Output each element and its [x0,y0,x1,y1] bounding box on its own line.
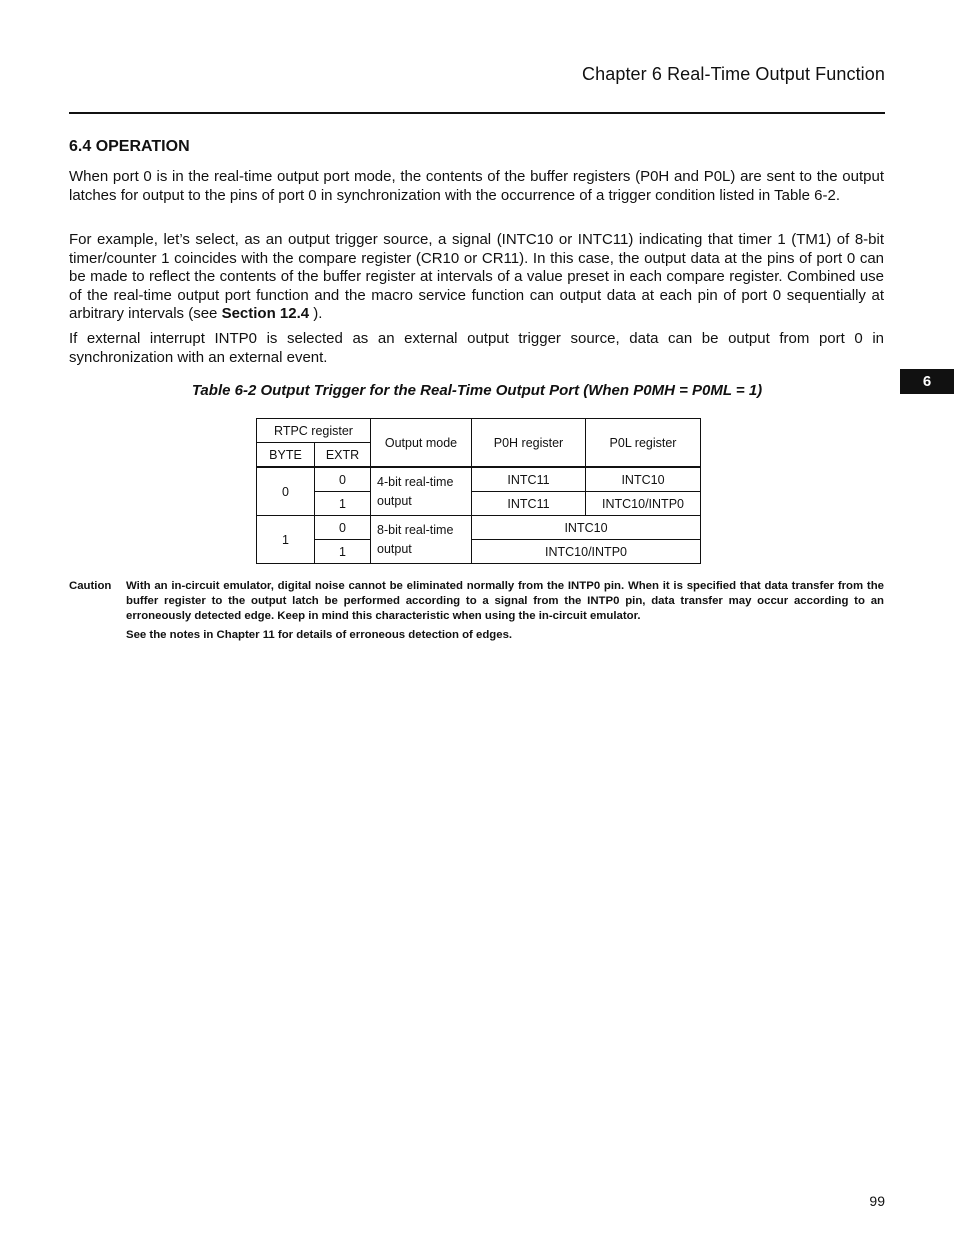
extr-cell: 0 [315,467,371,492]
p0l-cell: INTC10 [586,467,701,492]
caution-text [126,579,884,643]
caution-note [69,579,884,646]
chapter-tab: 6 [900,369,954,394]
extr-header: EXTR [315,443,371,468]
output-trigger-table [256,418,701,564]
p0-cell: INTC10/INTP0 [472,540,701,564]
table-row [257,516,701,540]
output-mode-cell: 8-bit real-time output [371,516,472,564]
paragraph-2-text: For example, let’s select, as an output trigger source, a signal (INTC10 or INTC11) indicating that timer 1 (TM1) of 8-bit timer/counter 1 coincides with the compare register (CR10 or CR11). In this case, the output data at the pins of port 0 can be made to reflect the contents of the buffer register at intervals of a value preset in each compare register. Combined use of the real-time output port function and the macro service function can output data at each pin of port 0 sequentially at arbitrary intervals (see [69,231,884,323]
paragraph-1: When port 0 is in the real-time output port mode, the contents of the buffer registers (P0H and P0L) are sent to the output latches for output to the pins of port 0 in synchronization with the occurrence of a trigger condition listed in Table 6-2. [69,168,884,204]
p0-cell: INTC10 [472,516,701,540]
chapter-header: Chapter 6 Real-Time Output Function [582,64,885,84]
extr-cell: 0 [315,516,371,540]
section-title: 6.4 OPERATION [69,138,190,155]
caution-text-1: With an in-circuit emulator, digital noise cannot be eliminated normally from the INTP0 pin. When it is specified that data transfer from the buffer register to the output latch be performed according to a signal from the INTP0 pin, data transfer may occur according to an erroneously detected edge. Keep in mind this characteristic when using the in-circuit emulator. [126,580,884,623]
table-row [257,540,701,564]
p0l-cell: INTC10/INTP0 [586,492,701,516]
p0l-header: P0L register [586,419,701,468]
paragraph-3: If external interrupt INTP0 is selected as an external output trigger source, data can be output from port 0 in synchronization with an external event. [69,330,884,366]
rtpc-header: RTPC register [257,419,371,443]
caution-text-2: See the notes in Chapter 11 for details of erroneous detection of edges. [126,628,513,641]
p0h-cell: INTC11 [472,492,586,516]
byte-cell: 0 [257,467,315,516]
paragraph-2-end: ). [309,305,323,323]
byte-header: BYTE [257,443,315,468]
output-mode-header: Output mode [371,419,472,468]
table-header-row [257,419,701,443]
caution-label: Caution [69,580,112,592]
byte-cell: 1 [257,516,315,564]
table-row [257,492,701,516]
paragraph-2 [69,231,884,324]
table-row [257,467,701,492]
extr-cell: 1 [315,540,371,564]
extr-cell: 1 [315,492,371,516]
p0h-cell: INTC11 [472,467,586,492]
p0h-header: P0H register [472,419,586,468]
table-title: Table 6-2 Output Trigger for the Real-Time Output Port (When P0MH = P0ML = 1) [191,382,763,399]
page-number: 99 [869,1193,885,1209]
header-rule [69,112,885,114]
section-reference: Section 12.4 [221,305,310,323]
output-mode-cell: 4-bit real-time output [371,467,472,516]
